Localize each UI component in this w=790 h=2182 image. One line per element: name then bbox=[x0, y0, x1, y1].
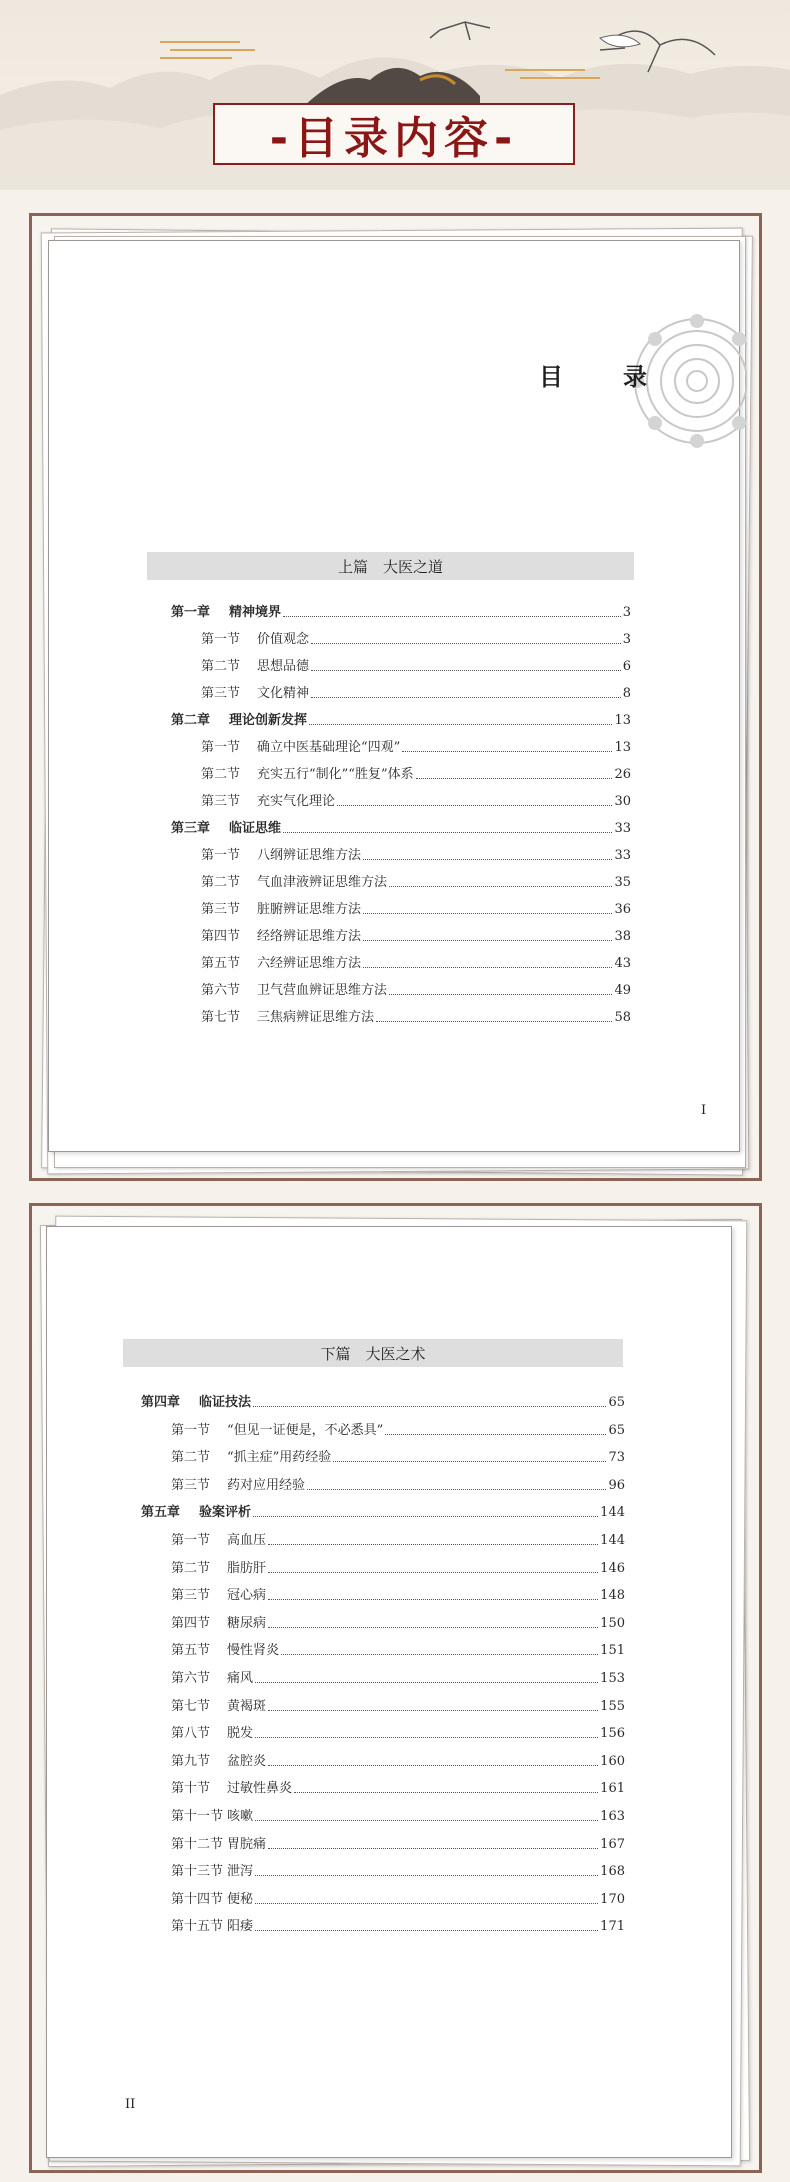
entry-label bbox=[141, 1395, 251, 1411]
entry-number: 第七节 bbox=[201, 1010, 241, 1025]
entry-number: 第四节 bbox=[201, 929, 241, 944]
entry-title: 卫气营血辨证思维方法 bbox=[257, 983, 388, 998]
toc-section-entry bbox=[171, 1529, 625, 1549]
entry-number: 第四章 bbox=[141, 1395, 181, 1410]
entry-label bbox=[141, 1505, 251, 1521]
toc-chapter-entry bbox=[171, 601, 631, 621]
entry-number: 第五章 bbox=[141, 1505, 181, 1521]
section-title: -目录内容- bbox=[269, 113, 519, 164]
toc-section-entry bbox=[201, 1006, 631, 1026]
entry-title: 价值观念 bbox=[257, 632, 310, 647]
dot-leader bbox=[311, 670, 621, 671]
entry-page-number: 171 bbox=[600, 1919, 625, 1935]
dot-leader bbox=[253, 1406, 606, 1407]
entry-page-number: 170 bbox=[600, 1891, 625, 1907]
entry-title: 胃脘痛 bbox=[227, 1836, 267, 1852]
dot-leader bbox=[268, 1710, 598, 1711]
dot-leader bbox=[255, 1930, 598, 1931]
entry-title: 思想品德 bbox=[257, 659, 310, 674]
entry-title: 咳嗽 bbox=[227, 1809, 254, 1824]
entry-number: 第三节 bbox=[201, 794, 241, 809]
entry-label bbox=[171, 1809, 253, 1825]
toc-section-entry bbox=[171, 1833, 625, 1853]
toc-section-entry bbox=[171, 1557, 625, 1577]
entry-page-number: 35 bbox=[614, 875, 631, 890]
entry-page-number: 163 bbox=[600, 1809, 625, 1824]
entry-number: 第八节 bbox=[171, 1726, 211, 1742]
entry-title: 六经辨证思维方法 bbox=[257, 956, 362, 971]
entry-page-number: 8 bbox=[622, 686, 631, 701]
entry-label bbox=[171, 1533, 266, 1549]
toc-list bbox=[141, 1391, 625, 1951]
entry-title: “抓主症”用药经验 bbox=[227, 1450, 332, 1466]
entry-label bbox=[171, 1754, 266, 1770]
entry-page-number: 58 bbox=[614, 1010, 631, 1025]
entry-number: 第二章 bbox=[171, 713, 211, 728]
entry-page-number: 65 bbox=[608, 1422, 625, 1438]
dot-leader bbox=[283, 616, 621, 617]
part-title: 上篇 大医之道 bbox=[337, 557, 443, 576]
entry-title: 精神境界 bbox=[229, 605, 282, 620]
entry-title: 便秘 bbox=[227, 1891, 254, 1907]
toc-section-entry bbox=[171, 1446, 625, 1466]
dot-leader bbox=[268, 1599, 598, 1600]
toc-section-entry bbox=[201, 925, 631, 945]
toc-section-entry bbox=[171, 1584, 625, 1604]
entry-page-number: 156 bbox=[600, 1726, 625, 1742]
entry-label bbox=[171, 1919, 253, 1935]
dot-leader bbox=[307, 1489, 606, 1490]
page-number: I bbox=[701, 1103, 707, 1118]
entry-label bbox=[201, 983, 387, 999]
entry-title: 三焦病辨证思维方法 bbox=[257, 1010, 375, 1025]
entry-title: 临证思维 bbox=[229, 821, 282, 836]
toc-section-entry bbox=[171, 1777, 625, 1797]
entry-page-number: 33 bbox=[614, 821, 631, 836]
toc-section-entry bbox=[171, 1612, 625, 1632]
dot-leader bbox=[389, 886, 612, 887]
entry-label bbox=[201, 956, 361, 972]
entry-label bbox=[171, 1837, 266, 1853]
entry-number: 第五节 bbox=[201, 956, 241, 971]
toc-section-entry bbox=[201, 763, 631, 783]
entry-label bbox=[171, 1588, 266, 1604]
toc-page-2 bbox=[46, 1226, 732, 2158]
entry-title: 高血压 bbox=[227, 1533, 267, 1548]
page-preview-2 bbox=[29, 1203, 762, 2173]
entry-number: 第二节 bbox=[201, 659, 241, 674]
entry-label bbox=[171, 1643, 279, 1659]
entry-page-number: 151 bbox=[600, 1643, 625, 1659]
entry-number: 第一节 bbox=[201, 740, 241, 755]
entry-label bbox=[171, 1616, 266, 1632]
entry-number: 第一章 bbox=[171, 605, 211, 620]
dot-leader bbox=[363, 913, 612, 914]
entry-page-number: 155 bbox=[600, 1698, 625, 1714]
entry-number: 第十一节 bbox=[171, 1809, 224, 1824]
dot-leader bbox=[253, 1516, 598, 1517]
entry-number: 第一节 bbox=[171, 1422, 211, 1438]
entry-number: 第二节 bbox=[171, 1560, 211, 1576]
entry-page-number: 168 bbox=[600, 1864, 625, 1880]
header-banner bbox=[0, 0, 790, 190]
dot-leader bbox=[363, 859, 612, 860]
toc-heading: 目 录 bbox=[539, 362, 665, 391]
entry-page-number: 96 bbox=[608, 1477, 625, 1493]
entry-title: 泄泻 bbox=[227, 1864, 254, 1880]
dot-leader bbox=[255, 1737, 598, 1738]
entry-number: 第九节 bbox=[171, 1753, 211, 1769]
entry-page-number: 36 bbox=[614, 902, 631, 917]
entry-title: 经络辨证思维方法 bbox=[257, 929, 362, 944]
toc-section-entry bbox=[171, 1722, 625, 1742]
dot-leader bbox=[385, 1434, 606, 1435]
entry-number: 第六节 bbox=[171, 1671, 211, 1686]
dot-leader bbox=[311, 643, 621, 644]
entry-label bbox=[171, 1726, 253, 1742]
entry-page-number: 38 bbox=[614, 929, 631, 944]
dot-leader bbox=[268, 1627, 598, 1628]
entry-number: 第十五节 bbox=[171, 1919, 224, 1935]
entry-title: 糖尿病 bbox=[227, 1615, 267, 1631]
entry-title: 脱发 bbox=[227, 1726, 254, 1742]
dot-leader bbox=[255, 1820, 598, 1821]
toc-section-entry bbox=[201, 628, 631, 648]
entry-title: 痛风 bbox=[227, 1671, 254, 1686]
entry-title: 临证技法 bbox=[199, 1395, 252, 1410]
part-title-bar bbox=[147, 552, 634, 580]
entry-number: 第七节 bbox=[171, 1698, 211, 1714]
toc-section-entry bbox=[171, 1860, 625, 1880]
entry-label bbox=[171, 821, 281, 837]
entry-label bbox=[171, 713, 307, 729]
entry-title: 药对应用经验 bbox=[227, 1477, 306, 1493]
toc-section-entry bbox=[201, 871, 631, 891]
entry-label bbox=[201, 659, 309, 675]
entry-label bbox=[171, 1478, 305, 1494]
entry-title: 脏腑辨证思维方法 bbox=[257, 902, 362, 917]
dot-leader bbox=[268, 1848, 598, 1849]
section-title-box bbox=[213, 103, 575, 165]
entry-title: 过敏性鼻炎 bbox=[227, 1781, 293, 1797]
entry-title: 盆腔炎 bbox=[227, 1753, 267, 1769]
part-title-bar bbox=[123, 1339, 623, 1367]
entry-title: “但见一证便是，不必悉具” bbox=[227, 1422, 384, 1438]
toc-page-1 bbox=[48, 240, 740, 1152]
entry-number: 第二节 bbox=[201, 875, 241, 890]
entry-page-number: 26 bbox=[614, 767, 631, 782]
dot-leader bbox=[255, 1875, 598, 1876]
entry-title: 充实五行“制化”“胜复”体系 bbox=[257, 767, 414, 782]
entry-number: 第三节 bbox=[171, 1588, 211, 1604]
entry-title: 理论创新发挥 bbox=[229, 713, 308, 728]
toc-chapter-entry bbox=[171, 709, 631, 729]
dot-leader bbox=[268, 1572, 598, 1573]
entry-title: 验案评析 bbox=[199, 1505, 252, 1521]
dot-leader bbox=[363, 967, 612, 968]
entry-number: 第六节 bbox=[201, 983, 241, 998]
dot-leader bbox=[255, 1682, 598, 1683]
toc-section-entry bbox=[171, 1888, 625, 1908]
dot-leader bbox=[268, 1544, 598, 1545]
entry-number: 第三节 bbox=[201, 902, 241, 917]
dot-leader bbox=[376, 1021, 612, 1022]
dot-leader bbox=[294, 1792, 598, 1793]
dot-leader bbox=[281, 1654, 598, 1655]
toc-section-entry bbox=[171, 1915, 625, 1935]
dot-leader bbox=[255, 1903, 598, 1904]
toc-section-entry bbox=[201, 844, 631, 864]
entry-number: 第二节 bbox=[171, 1450, 211, 1466]
dot-leader bbox=[283, 832, 612, 833]
toc-section-entry bbox=[171, 1419, 625, 1439]
entry-page-number: 43 bbox=[614, 956, 631, 971]
entry-label bbox=[201, 794, 335, 810]
entry-label bbox=[171, 1699, 266, 1715]
entry-page-number: 3 bbox=[622, 605, 631, 620]
dot-leader bbox=[268, 1765, 598, 1766]
entry-page-number: 49 bbox=[614, 983, 631, 998]
entry-page-number: 3 bbox=[622, 632, 631, 647]
entry-title: 慢性肾炎 bbox=[227, 1643, 280, 1659]
entry-label bbox=[201, 1010, 374, 1026]
entry-label bbox=[171, 1671, 253, 1687]
entry-number: 第三节 bbox=[171, 1477, 211, 1493]
entry-title: 冠心病 bbox=[227, 1588, 267, 1604]
entry-label bbox=[171, 1892, 253, 1908]
entry-number: 第十四节 bbox=[171, 1891, 224, 1907]
entry-page-number: 73 bbox=[608, 1450, 625, 1466]
entry-number: 第二节 bbox=[201, 767, 241, 782]
entry-number: 第一节 bbox=[201, 848, 241, 863]
entry-label bbox=[171, 1781, 292, 1797]
entry-page-number: 160 bbox=[600, 1753, 625, 1769]
entry-page-number: 144 bbox=[600, 1505, 625, 1521]
entry-label bbox=[201, 875, 387, 891]
entry-title: 气血津液辨证思维方法 bbox=[257, 875, 388, 890]
entry-page-number: 146 bbox=[600, 1560, 625, 1576]
toc-section-entry bbox=[171, 1695, 625, 1715]
entry-label bbox=[171, 1561, 266, 1577]
toc-chapter-entry bbox=[141, 1391, 625, 1411]
toc-section-entry bbox=[171, 1639, 625, 1659]
entry-label bbox=[201, 740, 400, 756]
dot-leader bbox=[389, 994, 612, 995]
entry-title: 八纲辨证思维方法 bbox=[257, 848, 362, 863]
toc-section-entry bbox=[171, 1474, 625, 1494]
entry-number: 第三节 bbox=[201, 686, 241, 701]
entry-number: 第一节 bbox=[171, 1533, 211, 1548]
entry-number: 第三章 bbox=[171, 821, 211, 836]
entry-page-number: 33 bbox=[614, 848, 631, 863]
entry-page-number: 148 bbox=[600, 1588, 625, 1604]
dot-leader bbox=[363, 940, 612, 941]
entry-label bbox=[171, 1423, 383, 1439]
entry-label bbox=[171, 1450, 331, 1466]
entry-number: 第一节 bbox=[201, 632, 241, 647]
entry-number: 第四节 bbox=[171, 1615, 211, 1631]
dot-leader bbox=[402, 751, 612, 752]
toc-section-entry bbox=[201, 682, 631, 702]
entry-page-number: 161 bbox=[600, 1781, 625, 1797]
toc-section-entry bbox=[201, 898, 631, 918]
entry-page-number: 6 bbox=[622, 659, 631, 674]
part-title: 下篇 大医之术 bbox=[320, 1344, 426, 1363]
dot-leader bbox=[416, 778, 613, 779]
entry-label bbox=[201, 929, 361, 945]
entry-page-number: 30 bbox=[614, 794, 631, 809]
entry-title: 阳痿 bbox=[227, 1919, 254, 1935]
dot-leader bbox=[311, 697, 621, 698]
entry-label bbox=[201, 848, 361, 864]
page-preview-1 bbox=[29, 213, 762, 1181]
entry-label bbox=[201, 902, 361, 918]
entry-label bbox=[201, 767, 414, 783]
entry-page-number: 167 bbox=[600, 1836, 625, 1852]
entry-number: 第五节 bbox=[171, 1643, 211, 1659]
entry-number: 第十三节 bbox=[171, 1864, 224, 1880]
entry-label bbox=[171, 1864, 253, 1880]
entry-page-number: 153 bbox=[600, 1671, 625, 1686]
dot-leader bbox=[333, 1461, 606, 1462]
toc-list bbox=[171, 601, 631, 1041]
toc-chapter-entry bbox=[141, 1501, 625, 1521]
entry-title: 确立中医基础理论“四观” bbox=[257, 740, 401, 755]
toc-section-entry bbox=[171, 1667, 625, 1687]
entry-page-number: 150 bbox=[600, 1615, 625, 1631]
toc-section-entry bbox=[171, 1750, 625, 1770]
dot-leader bbox=[309, 724, 612, 725]
entry-title: 脂肪肝 bbox=[227, 1560, 267, 1576]
toc-section-entry bbox=[201, 979, 631, 999]
toc-section-entry bbox=[171, 1805, 625, 1825]
toc-section-entry bbox=[201, 790, 631, 810]
entry-title: 黄褐斑 bbox=[227, 1698, 267, 1714]
entry-label bbox=[201, 632, 309, 648]
entry-page-number: 65 bbox=[608, 1395, 625, 1410]
entry-page-number: 144 bbox=[600, 1533, 625, 1548]
entry-label bbox=[201, 686, 309, 702]
toc-section-entry bbox=[201, 655, 631, 675]
entry-title: 充实气化理论 bbox=[257, 794, 336, 809]
page-number: II bbox=[125, 2097, 136, 2112]
entry-number: 第十二节 bbox=[171, 1836, 224, 1852]
toc-chapter-entry bbox=[171, 817, 631, 837]
entry-label bbox=[171, 605, 281, 621]
toc-section-entry bbox=[201, 736, 631, 756]
entry-number: 第十节 bbox=[171, 1781, 211, 1797]
dot-leader bbox=[337, 805, 612, 806]
entry-page-number: 13 bbox=[614, 713, 631, 728]
entry-title: 文化精神 bbox=[257, 686, 310, 701]
toc-section-entry bbox=[201, 952, 631, 972]
entry-page-number: 13 bbox=[614, 740, 631, 755]
